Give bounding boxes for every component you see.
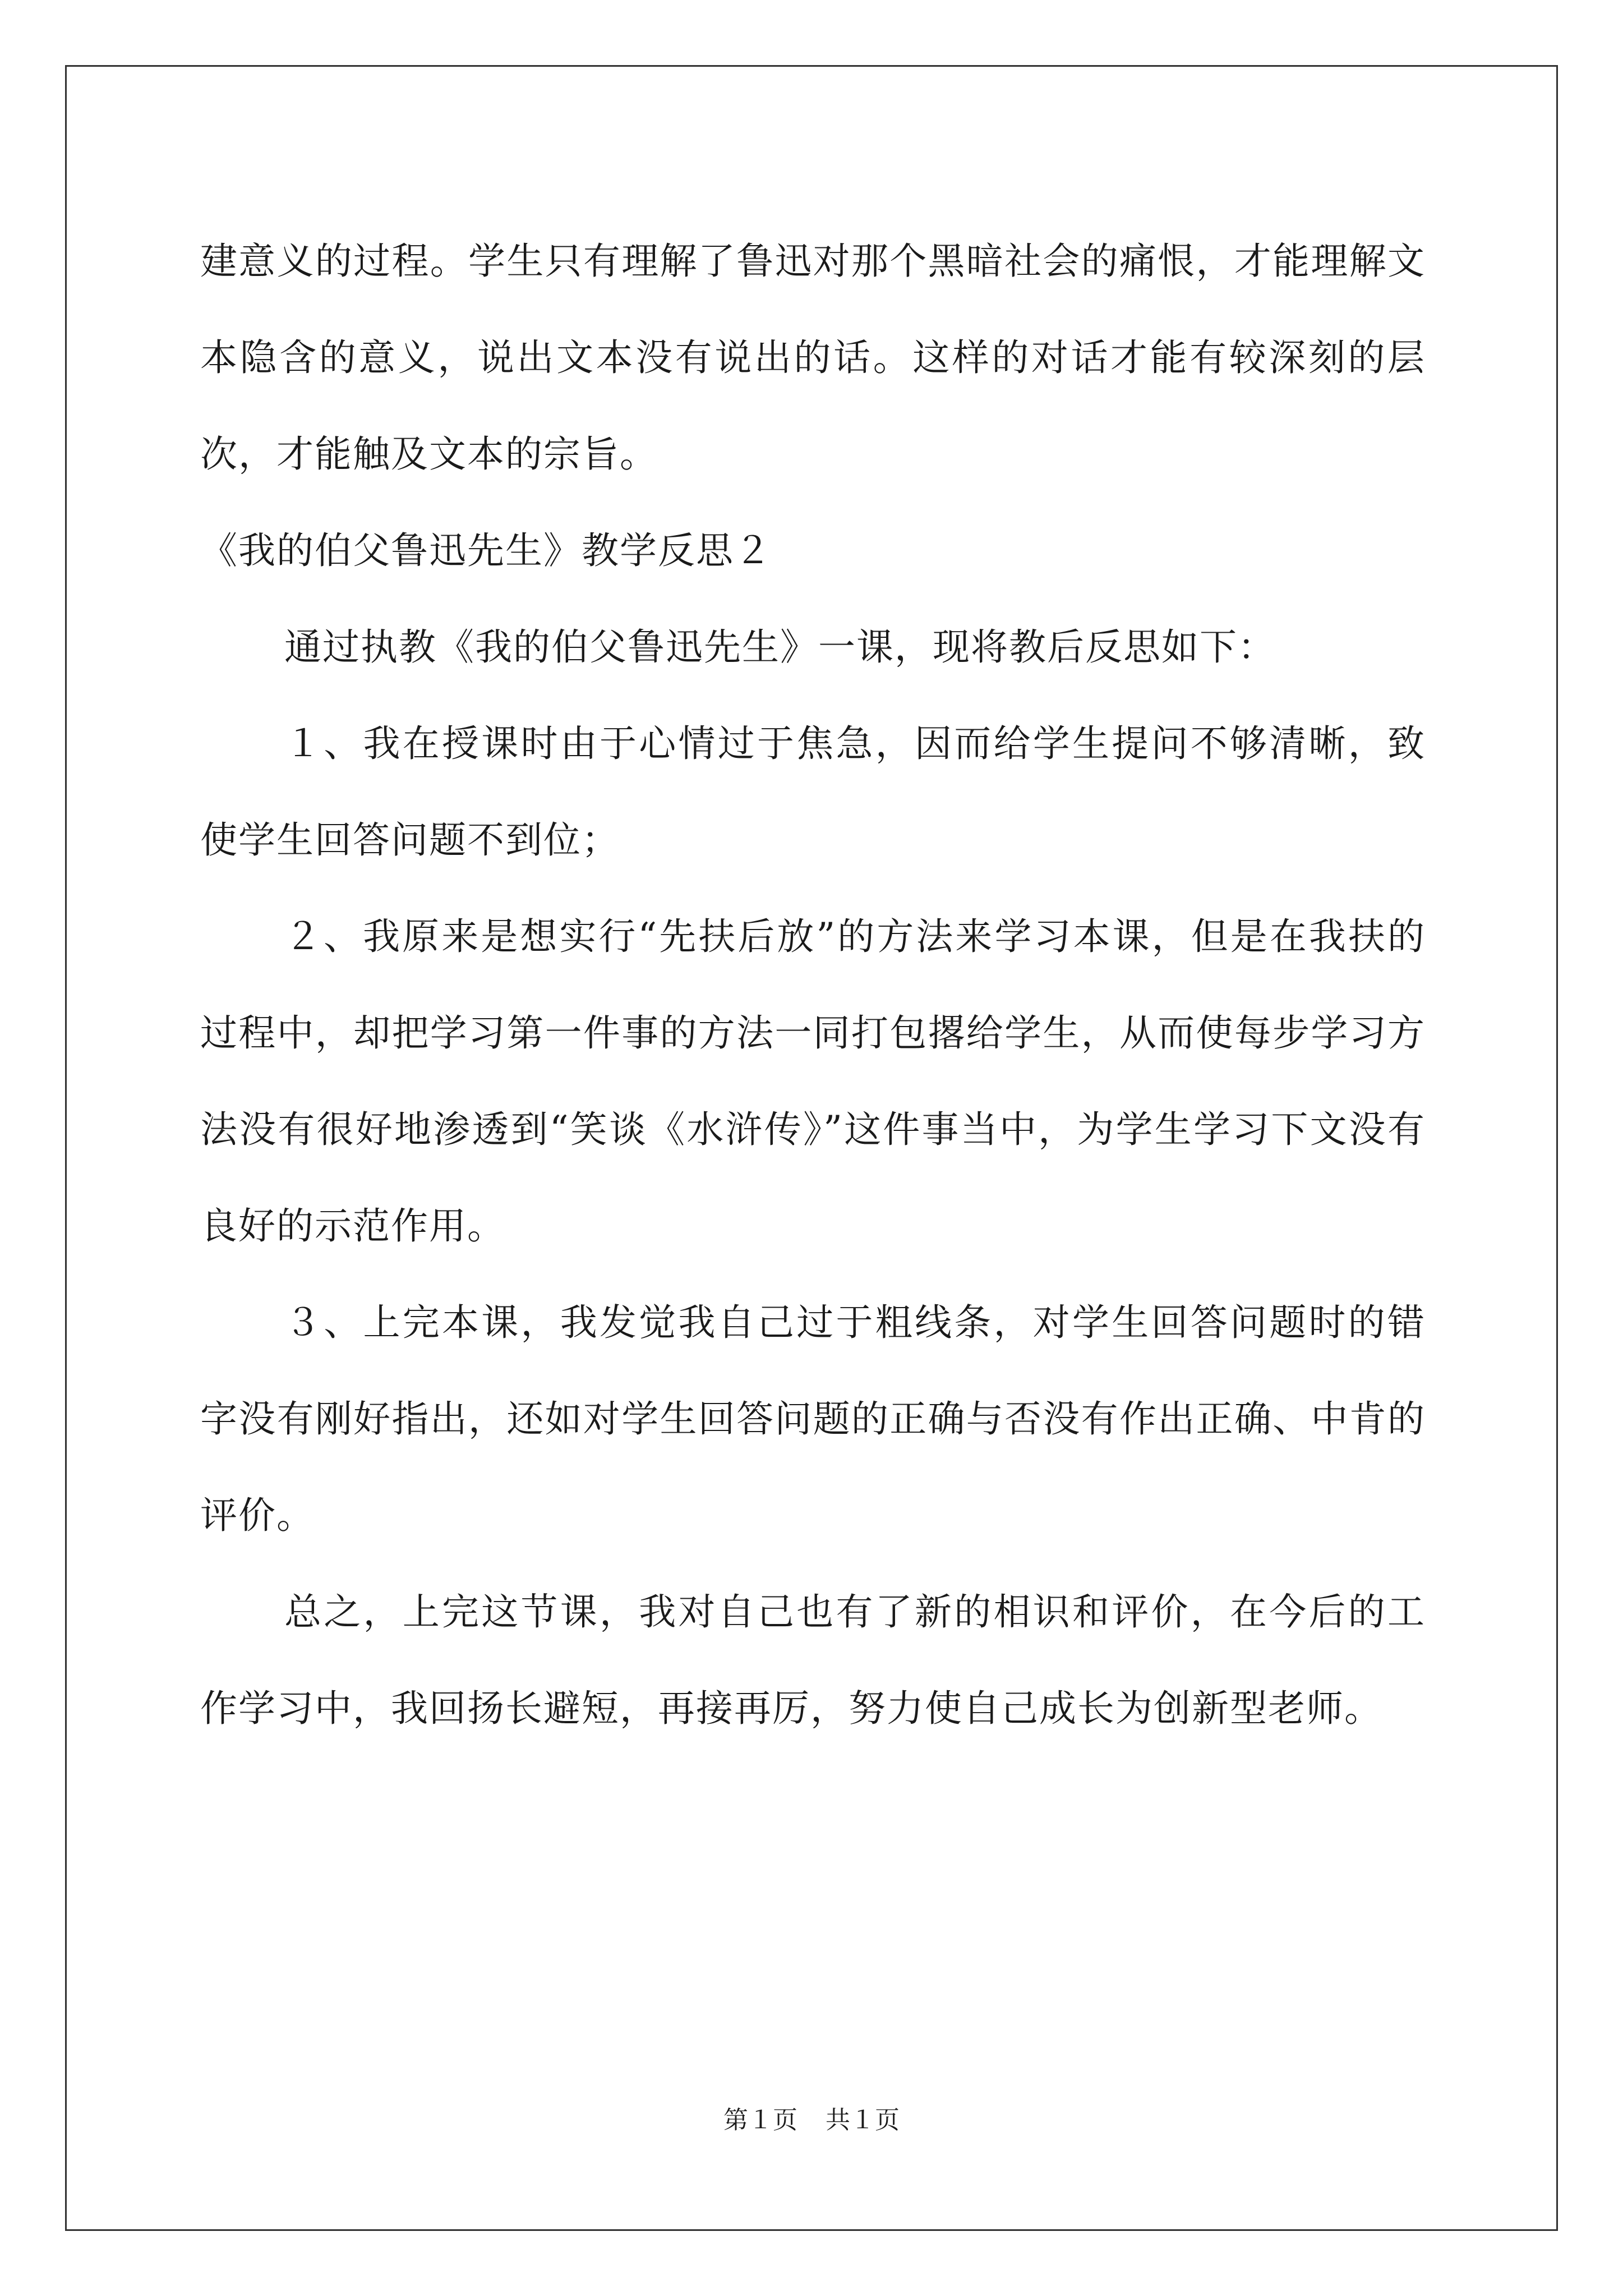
page-number: 第１页 bbox=[723, 2106, 797, 2134]
paragraph-point-2: ２、我原来是想实行“先扶后放”的方法来学习本课，但是在我扶的过程中，却把学习第一件事的方法一同打包撂给学生，从而使每步学习方法没有很好地渗透到“笑谈《水浒传》”这件事当中，为学生学习下文没有良好的示范作用。 bbox=[200, 915, 1426, 1248]
section-heading: 《我的伯父鲁迅先生》教学反思２ bbox=[200, 529, 772, 572]
paragraph-conclusion: 总之，上完这节课，我对自己也有了新的相识和评价，在今后的工作学习中，我回扬长避短，再接再厉，努力使自己成长为创新型老师。 bbox=[200, 1590, 1426, 1730]
page-footer bbox=[0, 2104, 1623, 2137]
paragraph-intro: 通过执教《我的伯父鲁迅先生》一课，现将教后反思如下： bbox=[284, 625, 1276, 669]
paragraph-point-1: １、我在授课时由于心情过于焦急，因而给学生提问不够清晰，致使学生回答问题不到位； bbox=[200, 722, 1426, 862]
page-total: 共１页 bbox=[826, 2106, 900, 2134]
paragraph-continuation: 建意义的过程。学生只有理解了鲁迅对那个黑暗社会的痛恨，才能理解文本隐含的意义，说出文本没有说出的话。这样的对话才能有较深刻的层次，才能触及文本的宗旨。 bbox=[200, 240, 1426, 476]
paragraph-point-3: ３、上完本课，我发觉我自己过于粗线条，对学生回答问题时的错字没有刚好指出，还如对学生回答问题的正确与否没有作出正确、中肯的评价。 bbox=[200, 1301, 1426, 1537]
document-body bbox=[200, 213, 1426, 1757]
